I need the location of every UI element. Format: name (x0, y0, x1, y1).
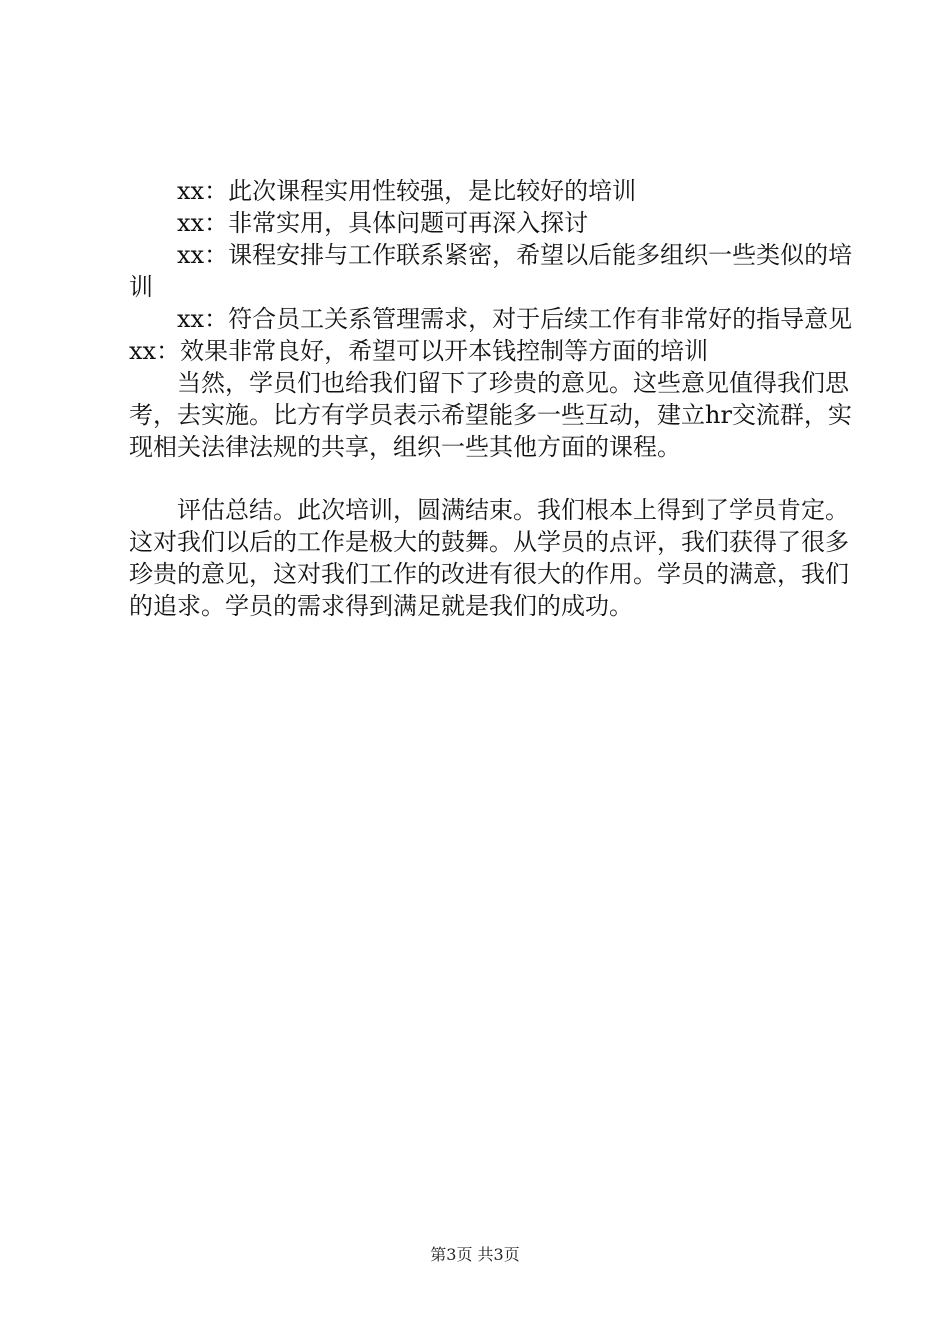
feedback-paragraph: xx：符合员工关系管理需求，对于后续工作有非常好的指导意见xx：效果非常良好，希望可以开本钱控制等方面的培训 (129, 305, 853, 365)
feedback-paragraph: xx：课程安排与工作联系紧密，希望以后能多组织一些类似的培训 (129, 241, 853, 301)
document-body (129, 175, 854, 622)
paragraph-spacer (129, 463, 854, 494)
suggestions-paragraph: 当然，学员们也给我们留下了珍贵的意见。这些意见值得我们思考，去实施。比方有学员表示希望能多一些互动，建立hr交流群，实现相关法律法规的共享，组织一些其他方面的课程。 (129, 369, 852, 461)
feedback-paragraph: xx：非常实用，具体问题可再深入探讨 (177, 209, 589, 237)
feedback-paragraph: xx：此次课程实用性较强，是比较好的培训 (177, 177, 637, 205)
summary-paragraph: 评估总结。此次培训，圆满结束。我们根本上得到了学员肯定。这对我们以后的工作是极大的鼓舞。从学员的点评，我们获得了很多珍贵的意见，这对我们工作的改进有很大的作用。学员的满意，我们的追求。学员的需求得到满足就是我们的成功。 (129, 496, 849, 620)
page-number-footer: 第3页 共3页 (430, 1245, 520, 1264)
